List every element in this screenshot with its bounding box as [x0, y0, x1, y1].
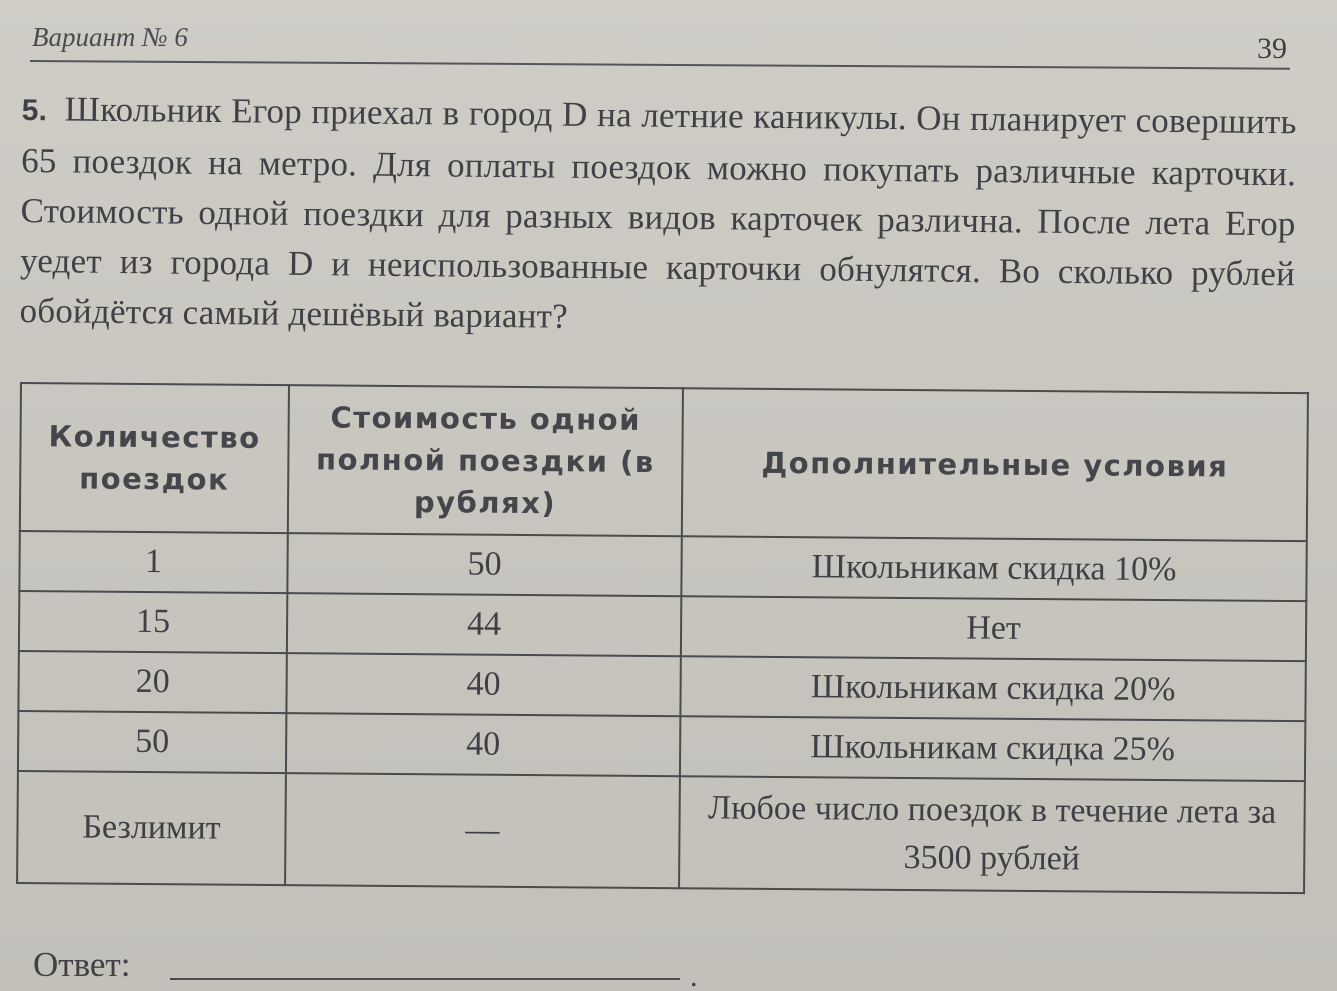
table-row: [18, 651, 1305, 721]
header-trips: Количество поездок: [20, 383, 289, 533]
fares-table: [16, 382, 1309, 894]
cell-trips: 20: [18, 651, 286, 713]
cell-conditions: Нет: [681, 596, 1306, 661]
cell-trips: Безлимит: [17, 771, 286, 885]
problem-text: Школьник Егор приехал в город D на летние каникулы. Он планирует совершить 65 поездок на метро. Для оплаты поездок можно покупать различные карточки. Стоимость одной поездки для разных видов карточек различна. После лета Егор уедет из города D и неиспользованные карточки обнулятся. Во сколько рублей обойдётся самый дешёвый вариант?: [19, 89, 1297, 336]
cell-cost: 40: [286, 713, 680, 776]
cell-cost: —: [285, 773, 680, 888]
cell-cost: 44: [287, 593, 681, 656]
answer-blank-line[interactable]: [170, 978, 680, 980]
answer-label: Ответ:: [33, 945, 131, 984]
header-cost: Стоимость одной полной поездки (в рублях): [288, 385, 683, 536]
table-row: [18, 711, 1305, 781]
variant-title: Вариант № 6: [32, 22, 188, 52]
cell-conditions: Любое число поездок в течение лета за 3500 рублей: [679, 776, 1305, 893]
table-row: [19, 591, 1306, 661]
cell-conditions: Школьникам скидка 20%: [680, 656, 1305, 721]
problem-statement: [19, 84, 1297, 349]
fares-table-container: [16, 382, 1309, 894]
problem-number: 5.: [21, 93, 48, 128]
cell-trips: 50: [18, 711, 286, 773]
cell-trips: 15: [19, 591, 287, 653]
cell-cost: 40: [286, 653, 680, 716]
header-conditions: Дополнительные условия: [682, 388, 1308, 541]
table-row: [19, 531, 1306, 601]
cell-conditions: Школьникам скидка 10%: [681, 536, 1306, 601]
page-number: 39: [1257, 32, 1287, 65]
cell-cost: 50: [287, 533, 681, 596]
table-header-row: [20, 383, 1308, 541]
answer-dot: .: [690, 960, 698, 991]
header-divider: [30, 60, 1290, 70]
cell-trips: 1: [19, 531, 287, 593]
cell-conditions: Школьникам скидка 25%: [680, 716, 1305, 781]
table-row: [17, 771, 1305, 893]
